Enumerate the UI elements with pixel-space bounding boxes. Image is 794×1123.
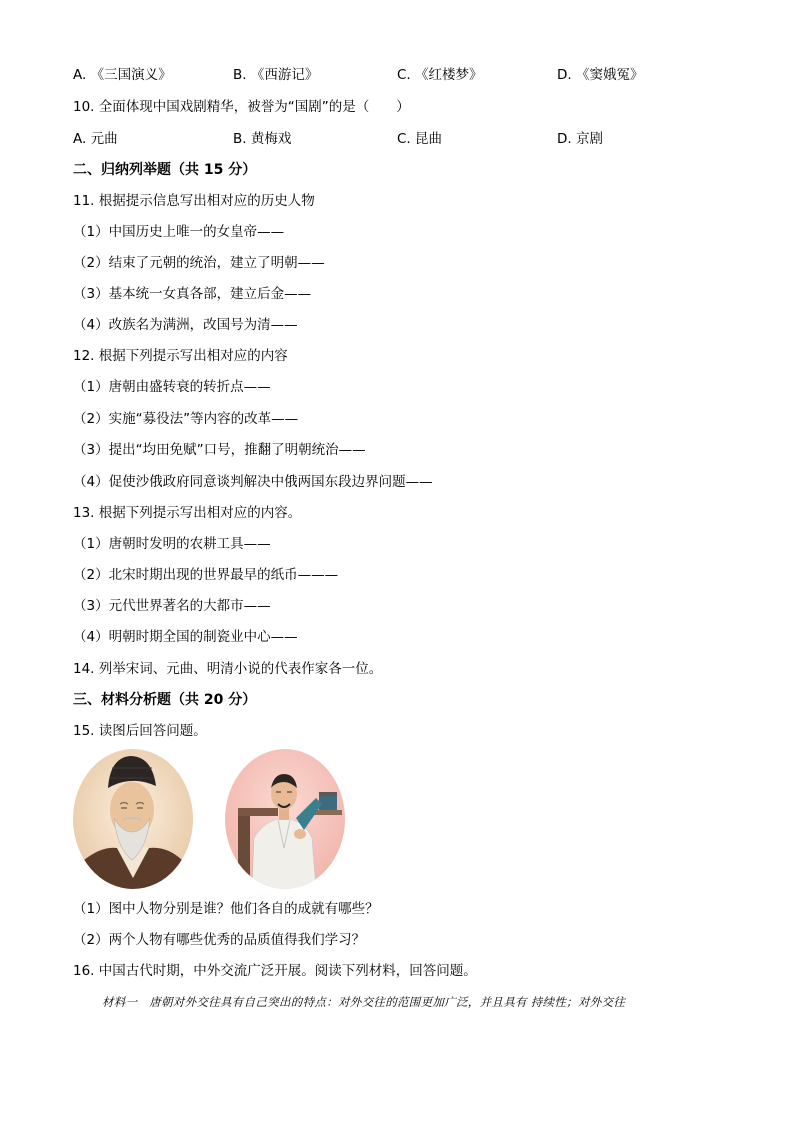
section2-title: 二、归纳列举题（共 15 分） [73, 162, 257, 178]
q11-stem: 11. 根据提示信息写出相对应的历史人物 [73, 193, 315, 209]
q14-stem: 14. 列举宋词、元曲、明清小说的代表作家各一位。 [73, 661, 383, 677]
q15-stem: 15. 读图后回答问题。 [73, 723, 207, 739]
q12-item-4: （4）促使沙俄政府同意谈判解决中俄两国东段边界问题—— [73, 474, 433, 490]
q11-item-3: （3）基本统一女真各部，建立后金—— [73, 286, 312, 302]
q11-item-2: （2）结束了元朝的统治，建立了明朝—— [73, 255, 325, 271]
q13-item-1: （1）唐朝时发明的农耕工具—— [73, 536, 271, 552]
q15-item-2: （2）两个人物有哪些优秀的品质值得我们学习？ [73, 932, 366, 948]
q9-option-c: C. 《红楼梦》 [397, 67, 483, 83]
q12-item-2: （2）实施“募役法”等内容的改革—— [73, 411, 299, 427]
portrait-elderly-scholar [72, 748, 194, 890]
q12-item-3: （3）提出“均田免赋”口号，推翻了明朝统治—— [73, 442, 366, 458]
q10-option-a: A. 元曲 [73, 131, 118, 147]
q11-item-1: （1）中国历史上唯一的女皇帝—— [73, 224, 285, 240]
q13-item-3: （3）元代世界著名的大都市—— [73, 598, 271, 614]
q10-stem: 10. 全面体现中国戏剧精华，被誉为“国剧”的是（ ） [73, 99, 410, 115]
portrait-seated-scholar [224, 748, 346, 890]
q12-item-1: （1）唐朝由盛转衰的转折点—— [73, 379, 271, 395]
q9-option-a: A. 《三国演义》 [73, 67, 172, 83]
q16-material-1: 材料一 唐朝对外交往具有自己突出的特点：对外交往的范围更加广泛，并且具有 持续性；对外交往 [102, 995, 626, 1009]
q13-item-4: （4）明朝时期全国的制瓷业中心—— [73, 629, 298, 645]
q9-option-b: B. 《西游记》 [233, 67, 319, 83]
q12-stem: 12. 根据下列提示写出相对应的内容 [73, 348, 288, 364]
q10-option-d: D. 京剧 [557, 131, 603, 147]
q15-item-1: （1）图中人物分别是谁？他们各自的成就有哪些？ [73, 901, 379, 917]
q13-item-2: （2）北宋时期出现的世界最早的纸币——— [73, 567, 339, 583]
q13-stem: 13. 根据下列提示写出相对应的内容。 [73, 505, 302, 521]
q9-option-d: D. 《窦娥冤》 [557, 67, 644, 83]
q10-option-c: C. 昆曲 [397, 131, 443, 147]
q10-option-b: B. 黄梅戏 [233, 131, 292, 147]
section3-title: 三、材料分析题（共 20 分） [73, 692, 257, 708]
q16-stem: 16. 中国古代时期，中外交流广泛开展。阅读下列材料，回答问题。 [73, 963, 477, 979]
q11-item-4: （4）改族名为满洲，改国号为清—— [73, 317, 298, 333]
